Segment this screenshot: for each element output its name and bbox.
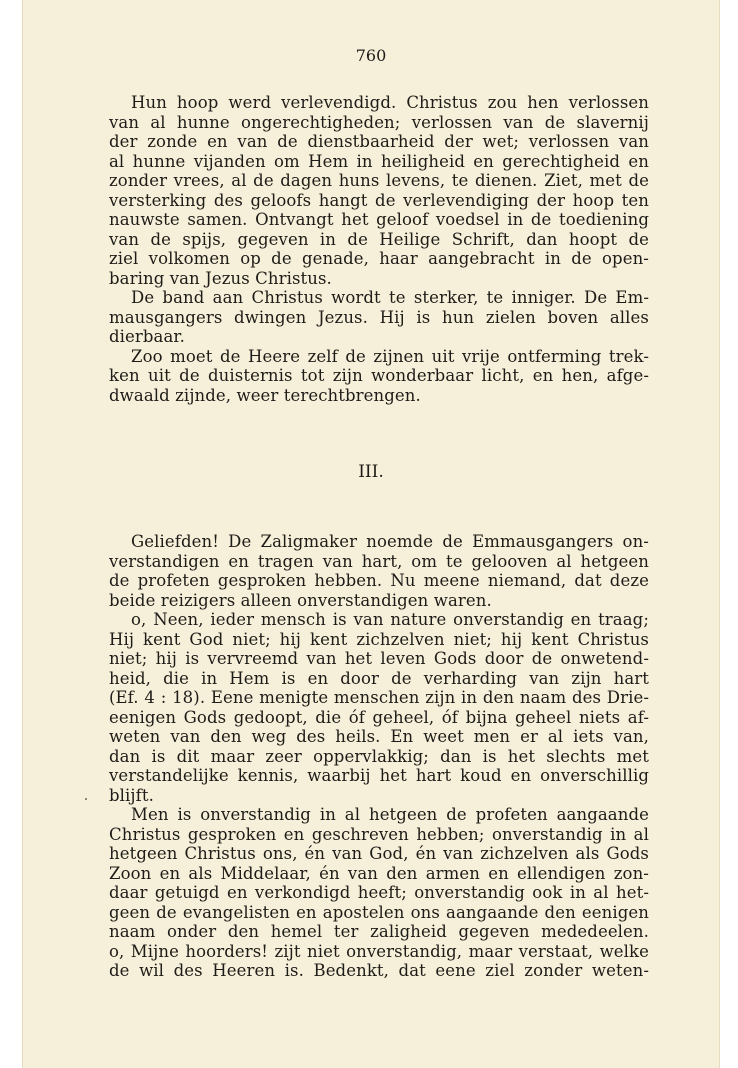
text-block-bottom <box>109 532 649 981</box>
text-line: Zoon en als Middelaar, én van den armen en ellendigen zon- <box>109 863 649 883</box>
text-line: naam onder den hemel ter zaligheid gegeven mededeelen. <box>109 922 649 941</box>
text-line: heid, die in Hem is en door de verharding van zijn hart <box>109 668 649 688</box>
text-line: dan is dit maar zeer oppervlakkig; dan is het slechts met <box>109 746 649 766</box>
text-block-top <box>109 93 649 405</box>
section-heading: III. <box>358 462 384 482</box>
text-line: dwaald zijnde, weer terechtbrengen. <box>109 385 421 405</box>
text-line: daar getuigd en verkondigd heeft; onverstandig ook in al het- <box>109 883 649 902</box>
text-line: ken uit de duisternis tot zijn wonderbaar licht, en hen, afge- <box>109 366 649 385</box>
text-line: mausgangers dwingen Jezus. Hij is hun zielen boven alles <box>109 307 649 327</box>
text-line: Men is onverstandig in al hetgeen de profeten aangaande <box>131 805 649 824</box>
text-line: blijft. <box>109 785 154 805</box>
text-line: De band aan Christus wordt te sterker, te inniger. De Em- <box>131 288 649 307</box>
text-line: Hun hoop werd verlevendigd. Christus zou hen verlossen <box>131 93 649 112</box>
text-line: o, Neen, ieder mensch is van nature onverstandig en traag; <box>131 610 649 629</box>
text-line: verstandelijke kennis, waarbij het hart koud en onverschillig <box>109 766 649 785</box>
text-line: nauwste samen. Ontvangt het geloof voedsel in de toediening <box>109 210 649 229</box>
text-line: ziel volkomen op de genade, haar aangebracht in de open- <box>109 249 649 268</box>
book-page <box>22 0 720 1068</box>
text-line: dierbaar. <box>109 327 185 346</box>
text-line: beide reizigers alleen onverstandigen waren. <box>109 590 492 610</box>
text-line: Geliefden! De Zaligmaker noemde de Emmausgangers on- <box>131 532 649 551</box>
text-line: weten van den weg des heils. En weet men er al iets van, <box>109 727 649 746</box>
text-line: eenigen Gods gedoopt, die óf geheel, óf bijna geheel niets af- <box>109 707 649 727</box>
text-line: versterking des geloofs hangt de verlevendiging der hoop ten <box>109 190 649 210</box>
text-line: de profeten gesproken hebben. Nu meene niemand, dat deze <box>109 571 649 590</box>
text-line: verstandigen en tragen van hart, om te gelooven al hetgeen <box>109 551 649 571</box>
text-line: Hij kent God niet; hij kent zichzelven niet; hij kent Christus <box>109 629 649 649</box>
text-line: de wil des Heeren is. Bedenkt, dat eene ziel zonder weten- <box>109 961 649 980</box>
text-line: Christus gesproken en geschreven hebben; onverstandig in al <box>109 824 649 844</box>
text-line: o, Mijne hoorders! zijt niet onverstandig, maar verstaat, welke <box>109 941 649 961</box>
text-line: der zonde en van de dienstbaarheid der wet; verlossen van <box>109 132 649 151</box>
text-line: (Ef. 4 : 18). Eene menigte menschen zijn in den naam des Drie- <box>109 688 649 707</box>
text-line: zonder vrees, al de dagen huns levens, te dienen. Ziet, met de <box>109 171 649 190</box>
text-line: niet; hij is vervreemd van het leven Gods door de onwetend- <box>109 649 649 668</box>
text-line: Zoo moet de Heere zelf de zijnen uit vrije ontferming trek- <box>131 346 649 366</box>
page-number: 760 <box>355 46 387 65</box>
paper-speck <box>85 798 87 800</box>
text-line: hetgeen Christus ons, én van God, én van zichzelven als Gods <box>109 844 649 863</box>
text-line: baring van Jezus Christus. <box>109 268 332 288</box>
text-line: van al hunne ongerechtigheden; verlossen van de slavernij <box>109 112 649 132</box>
text-line: geen de evangelisten en apostelen ons aangaande den eenigen <box>109 902 649 922</box>
text-line: al hunne vijanden om Hem in heiligheid en gerechtigheid en <box>109 151 649 171</box>
text-line: van de spijs, gegeven in de Heilige Schrift, dan hoopt de <box>109 229 649 249</box>
